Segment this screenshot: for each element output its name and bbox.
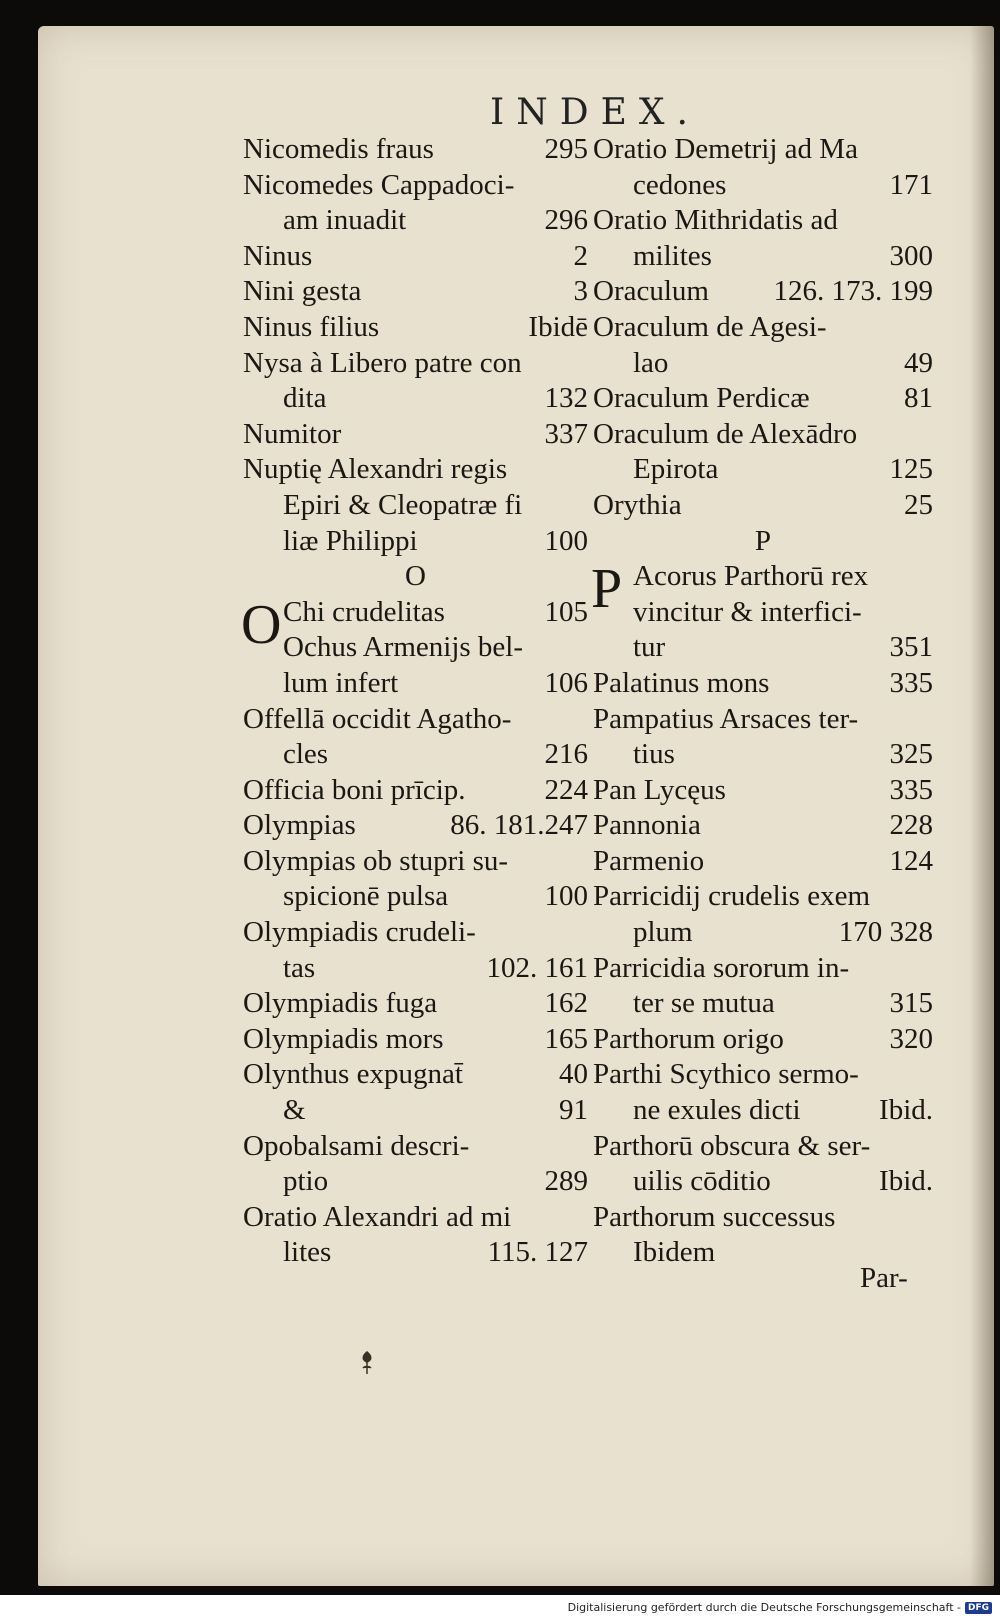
entry-page-number: 335 <box>889 773 933 806</box>
entry-text: Olympias ob stupri su- <box>243 844 509 877</box>
drop-capital: P <box>591 558 623 621</box>
entry-page-number: 170 328 <box>838 916 933 949</box>
entry-text: Ochus Armeniјs bel- <box>283 631 524 664</box>
section-letter <box>593 524 933 560</box>
entry-page-number: 106 <box>544 666 588 699</box>
entry-text: tius <box>633 738 675 771</box>
index-entry <box>593 595 933 631</box>
entry-page-number: 91 <box>559 1094 588 1127</box>
entry-text: Olympiadis fuga <box>243 987 438 1020</box>
index-entry <box>243 203 588 239</box>
index-entry <box>243 346 588 382</box>
entry-text: Opobalsami descri- <box>243 1129 470 1162</box>
entry-page-number: 2 <box>573 239 588 272</box>
index-entry <box>593 1129 933 1165</box>
entry-page-number: 25 <box>904 488 933 521</box>
entry-page-number: 162 <box>544 987 588 1020</box>
entry-page-number: 216 <box>544 738 588 771</box>
entry-page-number: 100 <box>544 880 588 913</box>
entry-text: Oraculum de Alexādro <box>593 417 858 450</box>
entry-text: uilis cōditio <box>633 1165 771 1198</box>
index-entry <box>593 132 933 168</box>
entry-page-number: 300 <box>889 239 933 272</box>
entry-text: milites <box>633 239 712 272</box>
entry-page-number: 125 <box>889 453 933 486</box>
entry-page-number: 295 <box>544 133 588 165</box>
index-entry <box>243 1235 588 1271</box>
entry-text: am inuadit <box>283 204 407 237</box>
section-letter <box>243 559 588 595</box>
entry-text: Chi crudelitas <box>283 595 445 628</box>
entry-text: Pampatius Arsaces ter- <box>593 702 859 735</box>
index-entry <box>243 986 588 1022</box>
entry-text: Oraculum <box>593 275 709 308</box>
entry-text: Orythia <box>593 488 682 521</box>
entry-text: vincitur & interfici- <box>633 595 862 628</box>
index-entry <box>593 630 933 666</box>
entry-page-number: 105 <box>544 595 588 628</box>
entry-page-number: 171 <box>889 168 933 201</box>
entry-text: lum infert <box>283 666 399 699</box>
entry-text: Nicomedes Cappadoci- <box>243 168 515 201</box>
index-entry <box>593 381 933 417</box>
entry-text: O <box>405 560 426 593</box>
entry-page-number: 40 <box>559 1058 588 1091</box>
entry-text: Olympiadis crudeli- <box>243 916 476 949</box>
entry-text: Parricidia sororum in- <box>593 951 850 984</box>
entry-text: tas <box>283 951 316 984</box>
entry-text: spicionē pulsa <box>283 880 449 913</box>
index-entry <box>243 1057 588 1093</box>
entry-page-number: 124 <box>889 844 933 877</box>
catchword: Par- <box>860 1262 908 1294</box>
index-heading: INDEX. <box>490 92 700 133</box>
index-entry <box>243 1093 588 1129</box>
index-entry <box>243 844 588 880</box>
index-entry <box>593 737 933 773</box>
entry-text: ne exules dicti <box>633 1094 801 1127</box>
index-column-right <box>593 132 933 1271</box>
dfg-logo: DFG <box>965 1602 992 1614</box>
entry-page-number: 49 <box>904 346 933 379</box>
index-entry <box>243 1022 588 1058</box>
entry-text: Parthi Scythico sermo- <box>593 1058 859 1091</box>
entry-text: Ninus <box>243 239 313 272</box>
entry-page-number: 165 <box>544 1022 588 1055</box>
entry-text: Officia boni prīcip. <box>243 773 466 806</box>
entry-page-number: Ibidē <box>528 310 588 343</box>
entry-text: Offellā occidit Agatho- <box>243 702 512 735</box>
entry-text: Parmenio <box>593 844 705 877</box>
index-entry <box>243 630 588 666</box>
entry-page-number: 100 <box>544 524 588 557</box>
footer-text: Digitalisierung gefördert durch die Deutsche Forschungsgemeinschaft - <box>567 1601 961 1614</box>
index-entry <box>243 310 588 346</box>
index-entry <box>243 452 588 488</box>
entry-text: Epirota <box>633 453 719 486</box>
entry-page-number: 296 <box>544 204 588 237</box>
index-entry <box>243 488 588 524</box>
entry-text: Oratio Mithridatis ad <box>593 204 838 237</box>
entry-text: Olynthus expugnat̄ <box>243 1058 463 1091</box>
index-entry <box>243 1164 588 1200</box>
index-entry <box>243 773 588 809</box>
index-entry <box>243 168 588 204</box>
index-entry <box>243 737 588 773</box>
index-entry <box>593 915 933 951</box>
index-entry <box>243 808 588 844</box>
index-entry <box>593 417 933 453</box>
entry-text: Olympias <box>243 809 356 842</box>
index-entry <box>593 666 933 702</box>
entry-text: Parthorū obscura & ser- <box>593 1129 871 1162</box>
entry-text: Nini gesta <box>243 275 362 308</box>
entry-text: Ibidem <box>633 1236 716 1269</box>
index-entry <box>593 1200 933 1236</box>
entry-text: cedones <box>633 168 727 201</box>
entry-text: Oratio Demetriј ad Ma <box>593 133 858 165</box>
entry-page-number: 102. 161 <box>486 951 588 984</box>
entry-text: ter se mutua <box>633 987 775 1020</box>
entry-page-number: 3 <box>573 275 588 308</box>
index-entry <box>243 1200 588 1236</box>
index-entry <box>593 1057 933 1093</box>
entry-text: Olympiadis mors <box>243 1022 444 1055</box>
index-entry <box>593 1164 933 1200</box>
index-column-left <box>243 132 588 1271</box>
entry-text: P <box>754 524 772 557</box>
entry-page-number: 132 <box>544 382 588 415</box>
printer-ornament-icon <box>358 1350 376 1376</box>
entry-page-number: 126. 173. 199 <box>773 275 933 308</box>
index-entry <box>243 132 588 168</box>
entry-text: Palatinus mons <box>593 666 770 699</box>
index-entry <box>243 417 588 453</box>
entry-text: Acorus Parthorū rex <box>633 560 869 593</box>
index-entry <box>243 702 588 738</box>
entry-page-number: 86. 181.247 <box>450 809 588 842</box>
index-entry <box>593 773 933 809</box>
entry-page-number: 325 <box>889 738 933 771</box>
entry-text: Ninus filius <box>243 310 380 343</box>
entry-text: Parthorum successus <box>593 1200 836 1233</box>
index-entry <box>593 986 933 1022</box>
entry-text: Nuptię Alexandri regis <box>243 453 508 486</box>
entry-text: Parricidiј crudelis exem <box>593 880 871 913</box>
entry-page-number: 320 <box>889 1022 933 1055</box>
entry-page-number: 289 <box>544 1165 588 1198</box>
entry-page-number: 115. 127 <box>487 1236 588 1269</box>
entry-text: Parthorum origo <box>593 1022 784 1055</box>
entry-page-number: 351 <box>889 631 933 664</box>
entry-page-number: 228 <box>889 809 933 842</box>
index-entry <box>593 310 933 346</box>
entry-page-number: 335 <box>889 666 933 699</box>
entry-page-number: Ibid. <box>879 1094 933 1127</box>
entry-text: Nicomedis fraus <box>243 133 434 165</box>
entry-page-number: 224 <box>544 773 588 806</box>
entry-text: lites <box>283 1236 332 1269</box>
entry-text: Pan Lycęus <box>593 773 726 806</box>
entry-text: ptio <box>283 1165 329 1198</box>
index-entry <box>593 346 933 382</box>
entry-text: & <box>283 1094 306 1127</box>
page-edge-shadow <box>970 26 994 1586</box>
entry-text: Oratio Alexandri ad mi <box>243 1200 512 1233</box>
entry-text: Nysa à Libero patre con <box>243 346 522 379</box>
index-entry <box>243 381 588 417</box>
entry-text: tur <box>633 631 666 664</box>
index-entry <box>593 274 933 310</box>
index-entry <box>593 702 933 738</box>
entry-text: cles <box>283 738 329 771</box>
index-entry <box>243 666 588 702</box>
index-entry <box>593 879 933 915</box>
index-entry <box>593 452 933 488</box>
entry-page-number: 315 <box>889 987 933 1020</box>
index-entry <box>593 488 933 524</box>
index-entry <box>243 274 588 310</box>
index-entry <box>593 168 933 204</box>
digitization-footer <box>568 1601 992 1614</box>
index-entry <box>593 203 933 239</box>
entry-page-number: 337 <box>544 417 588 450</box>
index-entry <box>593 239 933 275</box>
entry-page-number: 81 <box>904 382 933 415</box>
index-entry <box>593 951 933 987</box>
index-entry <box>243 239 588 275</box>
index-entry <box>243 951 588 987</box>
entry-text: Pannonia <box>593 809 701 842</box>
entry-text: lao <box>633 346 669 379</box>
index-entry <box>593 1022 933 1058</box>
index-entry <box>243 524 588 560</box>
drop-capital: O <box>241 593 282 656</box>
entry-text: liæ Philippi <box>283 524 418 557</box>
entry-text: plum <box>633 916 693 949</box>
entry-text: Oraculum de Agesi- <box>593 310 827 343</box>
index-entry <box>593 1093 933 1129</box>
entry-text: dita <box>283 382 327 415</box>
entry-page-number: Ibid. <box>879 1165 933 1198</box>
index-entry <box>593 808 933 844</box>
index-entry <box>593 844 933 880</box>
index-entry <box>243 879 588 915</box>
index-entry <box>243 915 588 951</box>
entry-text: Oraculum Perdicæ <box>593 382 810 415</box>
entry-text: Epiri & Cleopatræ fi <box>283 488 523 521</box>
index-entry <box>243 1129 588 1165</box>
entry-text: Numitor <box>243 417 342 450</box>
